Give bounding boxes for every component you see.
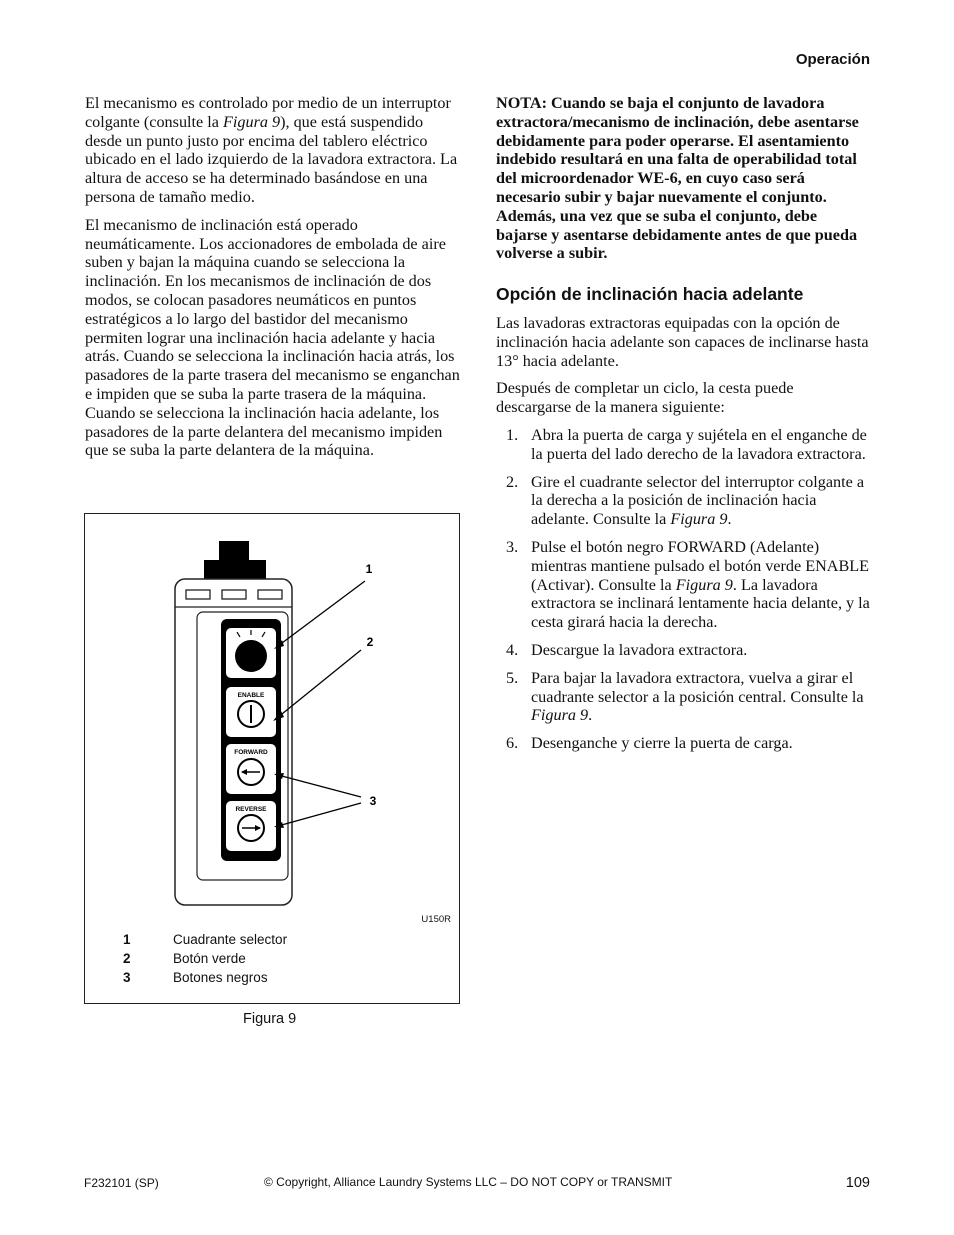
step-2: 2. Gire el cuadrante selector del interruptor colgante a la derecha a la posición de inclinación hacia adelante. Consulte la Figura 9.	[506, 472, 865, 529]
indicator-slot-3	[258, 590, 282, 599]
figure-9-box	[84, 513, 460, 1004]
footer-copyright: © Copyright, Alliance Laundry Systems LLC – DO NOT COPY or TRANSMIT	[264, 1175, 673, 1189]
legend-row-1: 1 Cuadrante selector	[123, 932, 288, 947]
step-5: 5. Para bajar la lavadora extractora, vuelva a girar el cuadrante selector a la posición central. Consulte la Figura 9.	[506, 668, 864, 725]
note-paragraph: NOTA: Cuando se baja el conjunto de lavadora extractora/mecanismo de inclinación, debe asentarse debidamente para poder operarse. El asentamiento indebido resultará en una falta de operabilidad total del microordenador WE-6, en cuyo caso será necesario subir y bajar nuevamente el conjunto. Además, una vez que se suba el conjunto, debe bajarse y asentarse debidamente antes de que pueda volverse a subir.	[496, 94, 859, 263]
step-1: 1. Abra la puerta de carga y sujétela en el enganche de la puerta del lado derecho de la lavadora extractora.	[506, 425, 867, 463]
callout-1: 1	[365, 562, 373, 576]
enable-button-label: ENABLE	[237, 692, 265, 699]
section-heading: Opción de inclinación hacia adelante	[496, 284, 804, 305]
connector-base	[204, 560, 266, 580]
callout-3: 3	[369, 794, 377, 808]
forward-button-label: FORWARD	[234, 749, 268, 756]
footer-doc-code: F232101 (SP)	[84, 1176, 159, 1190]
legend-row-3: 3 Botones negros	[123, 970, 268, 985]
step-4: 4. Descargue la lavadora extractora.	[506, 640, 748, 659]
indicator-slot-2	[222, 590, 246, 599]
steps-list	[496, 426, 871, 753]
callout-2: 2	[366, 635, 374, 649]
selector-dial	[235, 640, 267, 672]
right-paragraph-1: Las lavadoras extractoras equipadas con la opción de inclinación hacia adelante son capaces de inclinarse hasta 13° hacia adelante.	[496, 313, 869, 370]
right-paragraph-2: Después de completar un ciclo, la cesta puede descargarse de la manera siguiente:	[496, 379, 794, 417]
reverse-button-label: REVERSE	[235, 806, 267, 813]
indicator-slot-1	[186, 590, 210, 599]
figure-code: U150R	[421, 914, 451, 925]
step-6: 6. Desenganche y cierre la puerta de carga.	[506, 734, 793, 753]
legend-row-2: 2 Botón verde	[123, 951, 246, 966]
step-3: 3. Pulse el botón negro FORWARD (Adelante) mientras mantiene pulsado el botón verde ENABLE (Activar). Consulte la Figura 9. La lavadora extractora se inclinará lentamente hacia delante, y la cesta girará hacia la derecha.	[506, 537, 870, 632]
page-number: 109	[845, 1175, 870, 1191]
right-column	[496, 94, 871, 762]
figure-caption: Figura 9	[243, 1011, 297, 1027]
section-header: Operación	[795, 51, 870, 68]
left-paragraph-2: El mecanismo de inclinación está operado neumáticamente. Los accionadores de embolada de aire suben y bajan la máquina cuando se selecciona la inclinación. En los mecanismos de inclinación de dos modos, se colocan pasadores neumáticos en puntos estratégicos a lo largo del bastidor del mecanismo permiten lograr una inclinación hacia adelante y hacia atrás. Cuando se selecciona la inclinación hacia atrás, los pasadores de la parte trasera del mecanismo se enganchan e impiden que se suba la parte trasera de la máquina. Cuando se selecciona la inclinación hacia adelante, los pasadores de la parte delantera del mecanismo impiden que se suba la parte delantera de la máquina.	[85, 215, 460, 460]
left-paragraph-1: El mecanismo es controlado por medio de un interruptor colgante (consulte la Figura 9), que está suspendido desde un punto justo por encima del tablero eléctrico ubicado en el lado izquierdo de la lavadora extractora. La altura de acceso se ha determinado basándose en una persona de tamaño medio.	[85, 94, 458, 206]
cable-connector	[219, 541, 249, 563]
figure-legend	[123, 930, 287, 987]
left-column	[85, 94, 460, 469]
